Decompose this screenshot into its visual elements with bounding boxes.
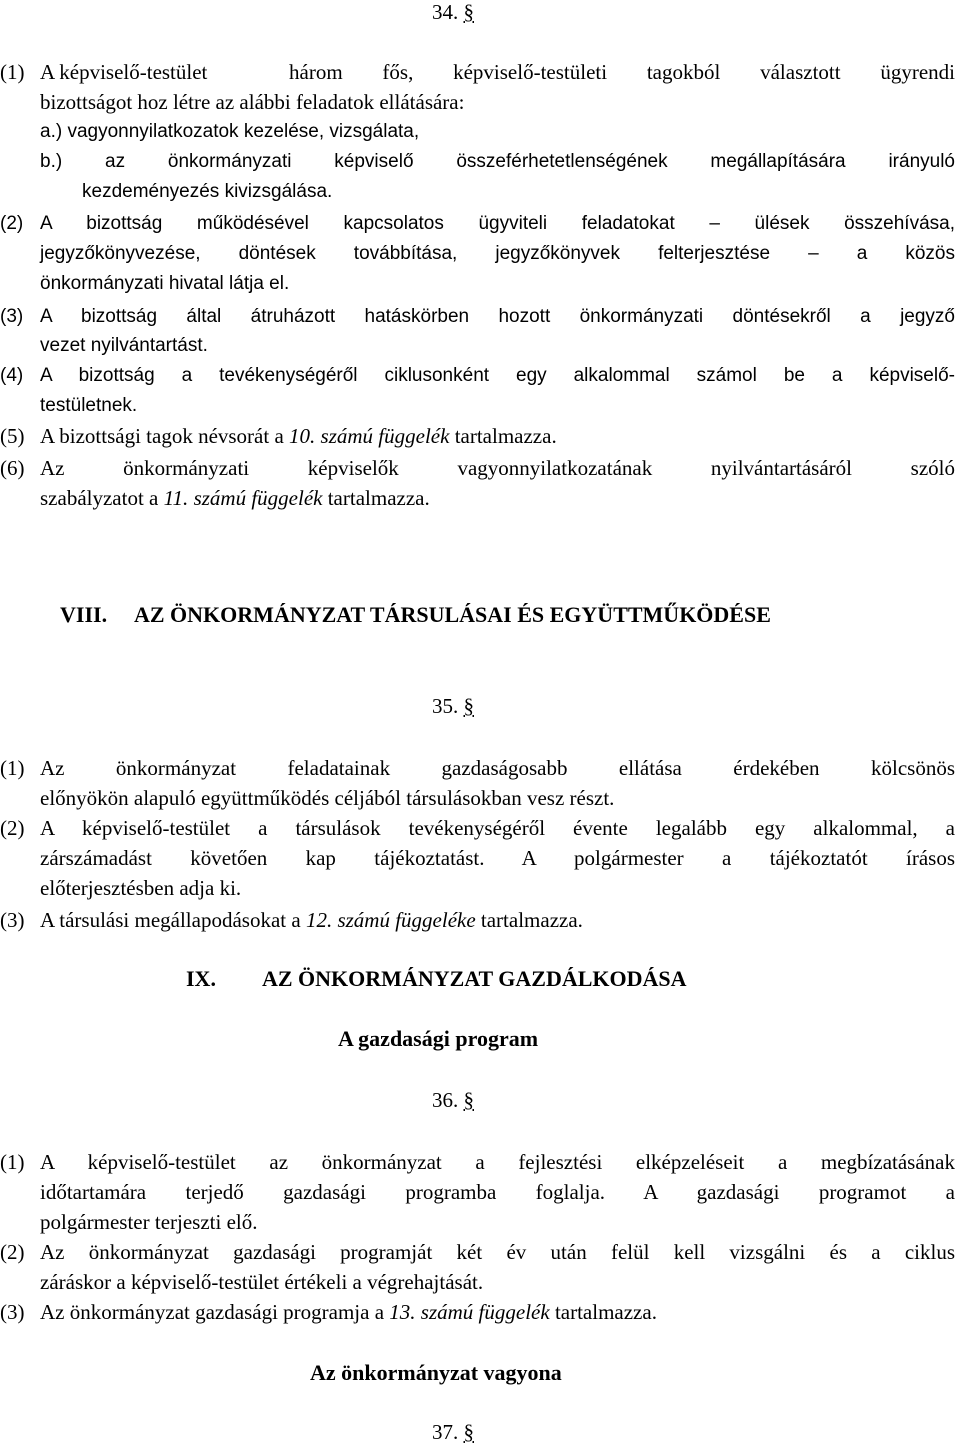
paragraph-number: (2)	[0, 213, 24, 234]
paragraph-number: (3)	[0, 306, 24, 327]
list-item-continuation: kezdeményezés kivizsgálása.	[82, 181, 333, 202]
section-heading-37	[432, 1418, 474, 1446]
paragraph-text	[40, 906, 583, 934]
paragraph-text: előnyökön alapuló együttműködés céljából társulásokban vesz részt.	[40, 786, 615, 810]
section-symbol: §	[463, 1088, 474, 1112]
paragraph-text: időtartamára terjedő gazdasági programba foglalja. A gazdasági programot a	[40, 1180, 955, 1204]
paragraph-text: zárszámadást követően kap tájékoztatást. A polgármester a tájékoztatót írásos	[40, 846, 955, 870]
paragraph-number: (4)	[0, 365, 24, 386]
list-item: b.) az önkormányzati képviselő összeférhetetlenségének megállapítására irányuló	[40, 151, 955, 172]
subheading-municipal-property: Az önkormányzat vagyona	[310, 1360, 562, 1385]
chapter-number: VIII.	[60, 602, 108, 627]
list-item: a.) vagyonnyilatkozatok kezelése, vizsgálata,	[40, 121, 420, 142]
section-symbol: §	[463, 0, 474, 24]
paragraph-text: A képviselő-testület az önkormányzat a fejlesztési elképzeléseit a megbízatásának	[40, 1150, 955, 1174]
paragraph-number: (2)	[0, 816, 25, 840]
section-heading-34	[432, 0, 474, 26]
section-heading-35	[432, 692, 474, 720]
paragraph-text: előterjesztésben adja ki.	[40, 876, 242, 900]
text-run-italic: 13.	[389, 1300, 416, 1324]
paragraph-text: záráskor a képviselő-testület értékeli a végrehajtását.	[40, 1270, 484, 1294]
chapter-number: IX.	[186, 966, 216, 991]
paragraph-text: testületnek.	[40, 395, 138, 416]
section-number: 36.	[432, 1088, 459, 1112]
appendix-reference: számú függeléke	[332, 908, 476, 932]
paragraph-text: bizottságot hoz létre az alábbi feladatok ellátására:	[40, 90, 465, 114]
paragraph-number: (3)	[0, 1300, 25, 1324]
appendix-reference: számú függelék	[188, 486, 323, 510]
appendix-reference: számú függelék	[315, 424, 450, 448]
section-symbol: §	[463, 694, 474, 718]
paragraph-text: Az önkormányzat gazdasági programját két év után felül kell vizsgálni és a ciklus	[40, 1240, 955, 1264]
paragraph-number: (1)	[0, 60, 25, 84]
text-run: A bizottsági tagok névsorát a	[40, 424, 290, 448]
paragraph-number: (6)	[0, 456, 25, 480]
text-run: tartalmazza.	[475, 908, 583, 932]
paragraph-number: (1)	[0, 756, 25, 780]
text-run: tartalmazza.	[549, 1300, 657, 1324]
paragraph-text: A bizottság működésével kapcsolatos ügyviteli feladatokat – ülések összehívása,	[40, 213, 955, 234]
paragraph-text: Az önkormányzat feladatainak gazdaságosabb ellátása érdekében kölcsönös	[40, 756, 955, 780]
text-run: Az önkormányzat gazdasági programja a	[40, 1300, 390, 1324]
paragraph-text	[40, 422, 557, 450]
text-run-italic: 12.	[305, 908, 333, 932]
section-number: 37.	[432, 1420, 459, 1444]
section-heading-36	[432, 1086, 474, 1114]
paragraph-text: vezet nyilvántartást.	[40, 335, 208, 356]
section-symbol: §	[463, 1420, 474, 1444]
paragraph-text: jegyzőkönyvezése, döntések továbbítása, jegyzőkönyvek felterjesztése – a közös	[40, 243, 955, 264]
text-run: szabályzatot a	[40, 486, 164, 510]
paragraph-text: A képviselő-testület a társulások tevékenységéről évente legalább egy alkalommal, a	[40, 816, 955, 840]
paragraph-number: (5)	[0, 424, 25, 448]
appendix-reference: számú függelék	[415, 1300, 550, 1324]
section-number: 35.	[432, 694, 459, 718]
paragraph-text: Az önkormányzati képviselők vagyonnyilatkozatának nyilvántartásáról szóló	[40, 456, 955, 480]
subheading-economic-program: A gazdasági program	[338, 1026, 539, 1051]
chapter-title: AZ ÖNKORMÁNYZAT GAZDÁLKODÁSA	[262, 966, 687, 991]
paragraph-text	[40, 484, 430, 512]
paragraph-text: A bizottság a tevékenységéről ciklusonként egy alkalommal számol be a képviselő-	[40, 365, 955, 386]
paragraph-text: A bizottság által átruházott hatáskörben hozott önkormányzati döntésekről a jegyző	[40, 306, 955, 327]
text-run: A társulási megállapodásokat a	[40, 908, 306, 932]
paragraph-text: polgármester terjeszti elő.	[40, 1210, 258, 1234]
text-run-italic: 11.	[163, 486, 189, 510]
text-run-italic: 10.	[289, 424, 316, 448]
paragraph-number: (1)	[0, 1150, 25, 1174]
text-run: tartalmazza.	[322, 486, 430, 510]
section-number: 34.	[432, 0, 459, 24]
paragraph-text: A képviselő-testület	[40, 60, 208, 84]
chapter-title: AZ ÖNKORMÁNYZAT TÁRSULÁSAI ÉS EGYÜTTMŰKÖDÉSE	[134, 602, 771, 627]
paragraph-number: (3)	[0, 908, 25, 932]
text-run: tartalmazza.	[449, 424, 557, 448]
paragraph-number: (2)	[0, 1240, 25, 1264]
paragraph-text: három fős, képviselő-testületi tagokból választott ügyrendi	[289, 60, 955, 84]
paragraph-text: önkormányzati hivatal látja el.	[40, 273, 290, 294]
paragraph-text	[40, 1298, 657, 1326]
